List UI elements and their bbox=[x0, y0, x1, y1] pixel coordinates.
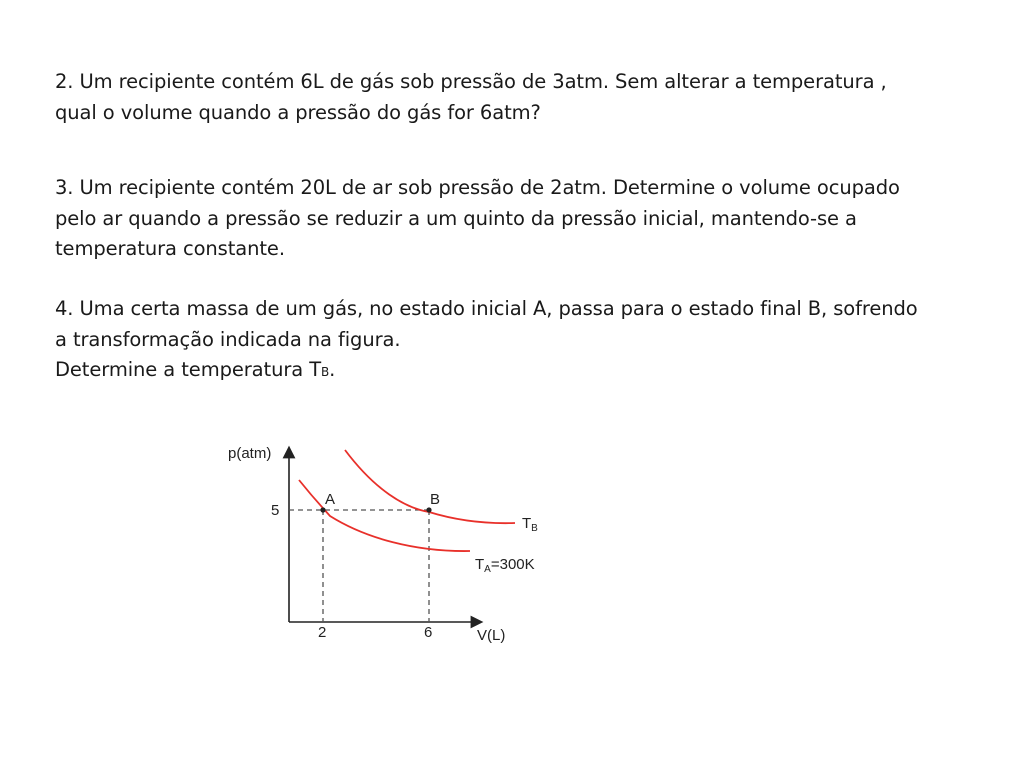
question-3-line-2: pelo ar quando a pressão se reduzir a um quinto da pressão inicial, mantendo-se a bbox=[55, 206, 857, 230]
question-3-line-3: temperatura constante. bbox=[55, 237, 285, 260]
question-4-line-2: a transformação indicada na figura. bbox=[55, 327, 401, 351]
point-a-marker bbox=[320, 507, 325, 512]
question-4-line-3-text: Determine a temperatura T bbox=[55, 358, 322, 381]
x-tick-6: 6 bbox=[424, 624, 433, 641]
question-3 bbox=[55, 173, 985, 265]
question-4-line-3-end: . bbox=[329, 358, 336, 381]
question-2 bbox=[55, 67, 985, 128]
curve-tb-t: T bbox=[522, 515, 532, 532]
point-b-label: B bbox=[430, 491, 441, 508]
curve-ta-t: T bbox=[475, 556, 485, 573]
curve-ta-value: =300K bbox=[490, 556, 535, 573]
curve-tb-subscript: B bbox=[531, 523, 538, 534]
question-4-line-3 bbox=[55, 355, 985, 388]
point-b-marker bbox=[426, 507, 431, 512]
question-4-line-3-subscript: B bbox=[321, 365, 330, 379]
x-tick-2: 2 bbox=[318, 624, 327, 641]
question-3-line-1: 3. Um recipiente contém 20L de ar sob pressão de 2atm. Determine o volume ocupado bbox=[55, 176, 900, 199]
point-a-label: A bbox=[325, 491, 336, 508]
curve-tb-label bbox=[522, 515, 538, 534]
question-2-line-2: qual o volume quando a pressão do gás for 6atm? bbox=[55, 100, 541, 124]
question-2-line-1: 2. Um recipiente contém 6L de gás sob pressão de 3atm. Sem alterar a temperatura , bbox=[55, 70, 887, 93]
x-axis-label: V(L) bbox=[477, 627, 506, 644]
y-tick-5: 5 bbox=[271, 502, 280, 519]
curve-ta-label bbox=[475, 556, 535, 575]
question-4-line-1: 4. Uma certa massa de um gás, no estado inicial A, passa para o estado final B, sofrendo bbox=[55, 297, 918, 320]
question-4 bbox=[55, 294, 985, 388]
pv-diagram bbox=[215, 430, 560, 650]
curve-ta-subscript: A bbox=[484, 564, 491, 575]
y-axis-label: p(atm) bbox=[228, 445, 272, 462]
